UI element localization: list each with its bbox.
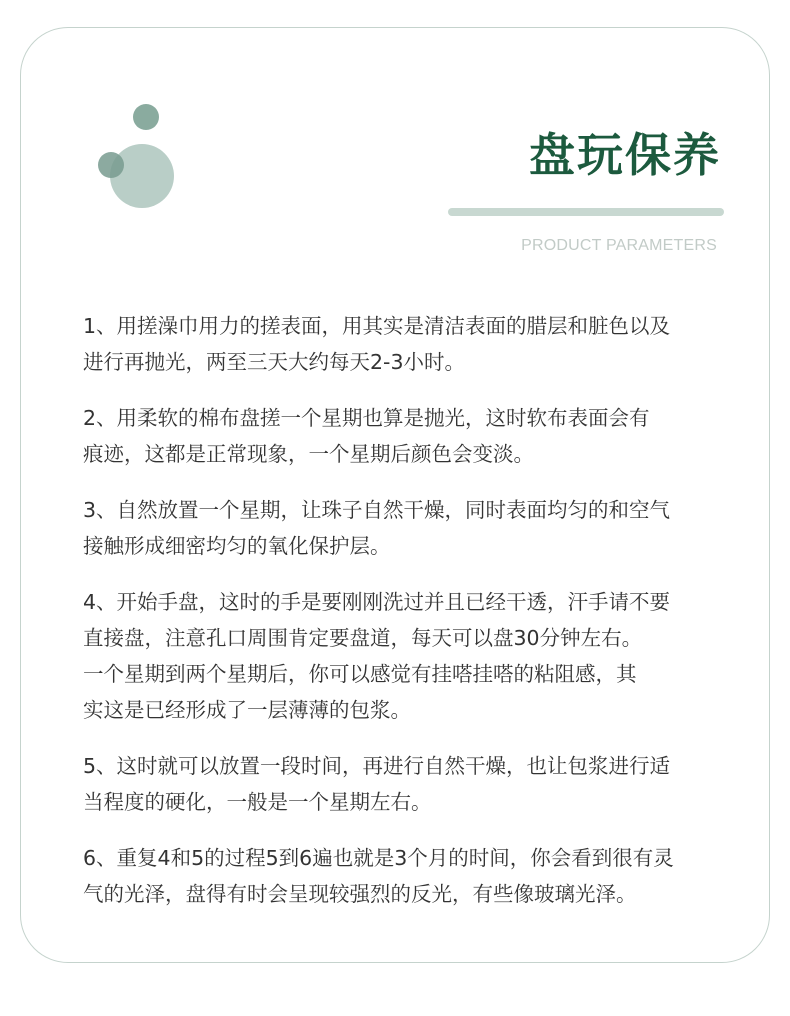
care-instructions <box>83 308 733 932</box>
page-subtitle: PRODUCT PARAMETERS <box>521 237 717 254</box>
instruction-step-1: 1、用搓澡巾用力的搓表面，用其实是清洁表面的腊层和脏色以及 进行再抛光，两至三天大约每天2-3小时。 <box>83 314 671 374</box>
decorative-circle-small-top <box>133 104 159 130</box>
decorative-circle-large <box>110 144 174 208</box>
decorative-circle-small-left <box>98 152 124 178</box>
content-card <box>20 27 770 963</box>
instruction-step-4: 4、开始手盘，这时的手是要刚刚洗过并且已经干透，汗手请不要 直接盘，注意孔口周围肯定要盘道，每天可以盘30分钟左右。 一个星期到两个星期后，你可以感觉有挂嗒挂嗒的粘阻感，其 实这是已经形成了一层薄薄的包浆。 <box>83 590 671 722</box>
instruction-step-2: 2、用柔软的棉布盘搓一个星期也算是抛光，这时软布表面会有 痕迹，这都是正常现象，一个星期后颜色会变淡。 <box>83 406 650 466</box>
page-title: 盘玩保养 <box>529 128 721 182</box>
instruction-step-3: 3、自然放置一个星期，让珠子自然干燥，同时表面均匀的和空气 接触形成细密均匀的氧化保护层。 <box>83 498 671 558</box>
instruction-step-5: 5、这时就可以放置一段时间，再进行自然干燥，也让包浆进行适 当程度的硬化，一般是一个星期左右。 <box>83 754 671 814</box>
instruction-step-6: 6、重复4和5的过程5到6遍也就是3个月的时间，你会看到很有灵 气的光泽，盘得有时会呈现较强烈的反光，有些像玻璃光泽。 <box>83 846 674 906</box>
title-underline-bar <box>448 208 724 216</box>
